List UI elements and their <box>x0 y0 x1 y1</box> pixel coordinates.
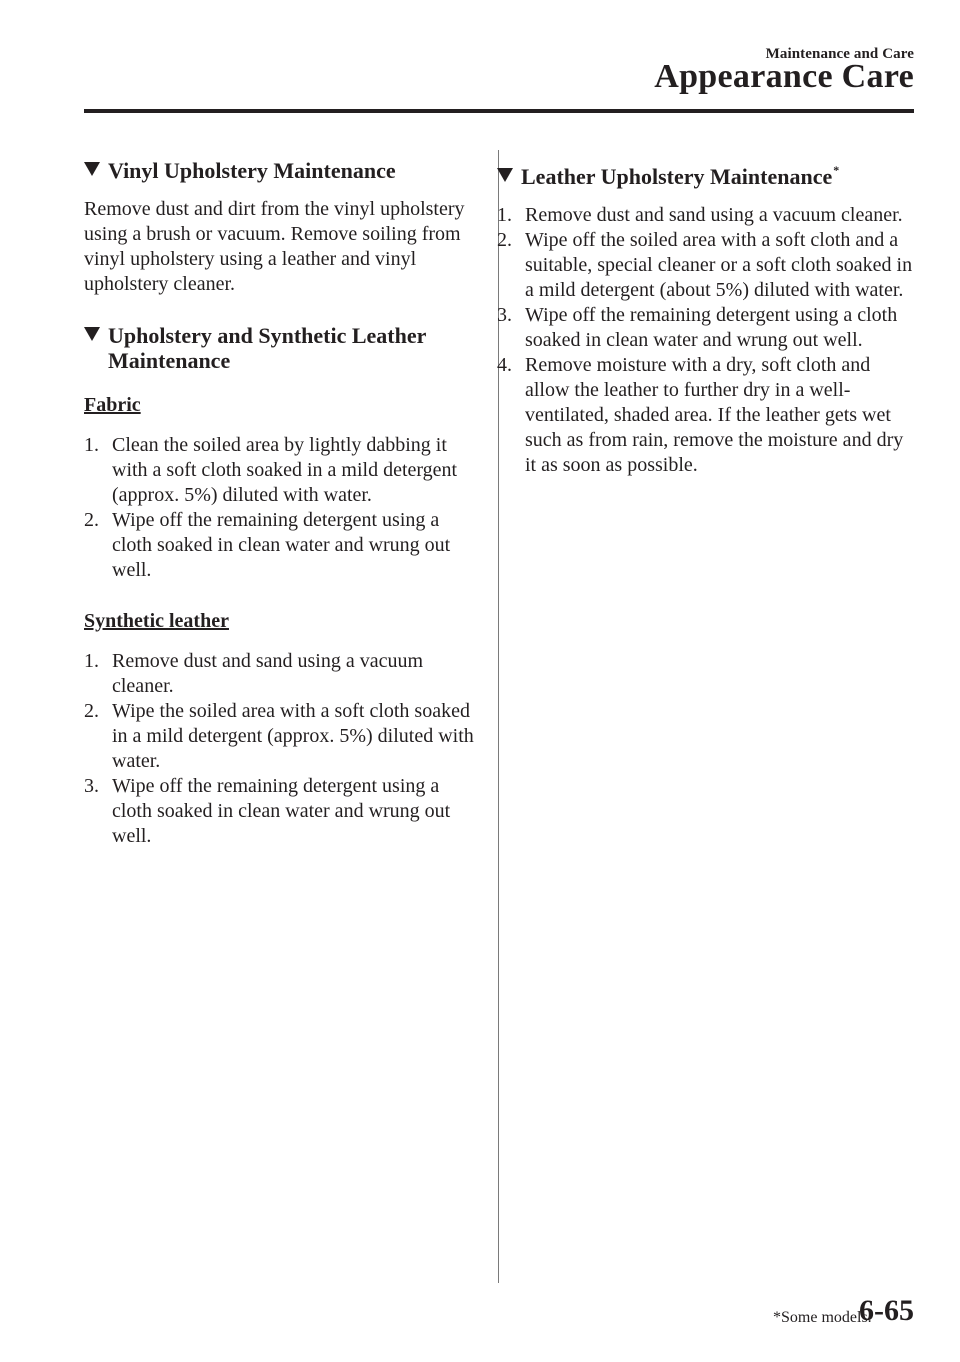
page-title: Appearance Care <box>654 58 914 95</box>
list-item <box>497 228 915 303</box>
step-number: 1. <box>497 204 512 226</box>
list-item <box>497 353 915 478</box>
footnote: *Some models. <box>773 1309 872 1326</box>
header-section-label: Maintenance and Care <box>765 46 914 62</box>
step-text: Remove moisture with a dry, soft cloth and allow the leather to further dry in a well-ventilated, shaded area. If the leather gets wet such as from rain, remove the moisture and dry it as soon as possible. <box>525 354 904 476</box>
list-item <box>84 649 476 699</box>
step-text: Wipe off the remaining detergent using a cloth soaked in clean water and wrung out well. <box>112 775 451 847</box>
triangle-bullet-icon <box>84 162 100 176</box>
step-number: 4. <box>497 354 512 376</box>
synthetic-leather-steps <box>84 649 476 849</box>
step-number: 1. <box>84 434 99 456</box>
step-text: Wipe off the remaining detergent using a cloth soaked in clean water and wrung out well. <box>525 304 898 351</box>
step-text: Remove dust and sand using a vacuum cleaner. <box>112 650 424 697</box>
step-text: Clean the soiled area by lightly dabbing it with a soft cloth soaked in a mild detergent (approx. 5%) diluted with water. <box>112 434 458 506</box>
leather-heading <box>497 158 915 189</box>
fabric-steps <box>84 433 476 583</box>
some-models-asterisk: * <box>833 163 840 177</box>
list-item <box>84 433 476 508</box>
synthetic-leather-subheading: Synthetic leather <box>84 610 229 632</box>
fabric-subheading: Fabric <box>84 394 141 416</box>
list-item <box>84 699 476 774</box>
step-text: Wipe off the remaining detergent using a cloth soaked in clean water and wrung out well. <box>112 509 451 581</box>
synthetic-heading <box>84 323 476 373</box>
step-text: Remove dust and sand using a vacuum cleaner. <box>525 204 903 226</box>
vinyl-heading <box>84 158 476 183</box>
triangle-bullet-icon <box>84 327 100 341</box>
step-number: 2. <box>84 509 99 531</box>
step-text: Wipe off the soiled area with a soft cloth and a suitable, special cleaner or a soft cloth soaked in a mild detergent (about 5%) diluted with water. <box>525 229 913 301</box>
triangle-bullet-icon <box>497 168 513 182</box>
step-number: 2. <box>84 700 99 722</box>
list-item <box>84 774 476 849</box>
vinyl-heading-text: Vinyl Upholstery Maintenance <box>108 158 396 183</box>
page-number: 6-65 <box>859 1294 914 1327</box>
leather-steps <box>497 203 915 478</box>
synthetic-heading-text: Upholstery and Synthetic Leather Maintenance <box>108 323 426 373</box>
header-divider <box>84 109 914 113</box>
step-number: 3. <box>84 775 99 797</box>
vinyl-body: Remove dust and dirt from the vinyl upholstery using a brush or vacuum. Remove soiling from vinyl upholstery using a leather and vinyl upholstery cleaner. <box>84 198 465 295</box>
list-item <box>497 303 915 353</box>
step-number: 2. <box>497 229 512 251</box>
leather-heading-text: Leather Upholstery Maintenance <box>521 164 833 189</box>
list-item <box>84 508 476 583</box>
list-item <box>497 203 915 228</box>
right-column <box>497 158 915 498</box>
left-column <box>84 158 476 869</box>
step-text: Wipe the soiled area with a soft cloth soaked in a mild detergent (approx. 5%) diluted with water. <box>112 700 474 772</box>
step-number: 3. <box>497 304 512 326</box>
step-number: 1. <box>84 650 99 672</box>
